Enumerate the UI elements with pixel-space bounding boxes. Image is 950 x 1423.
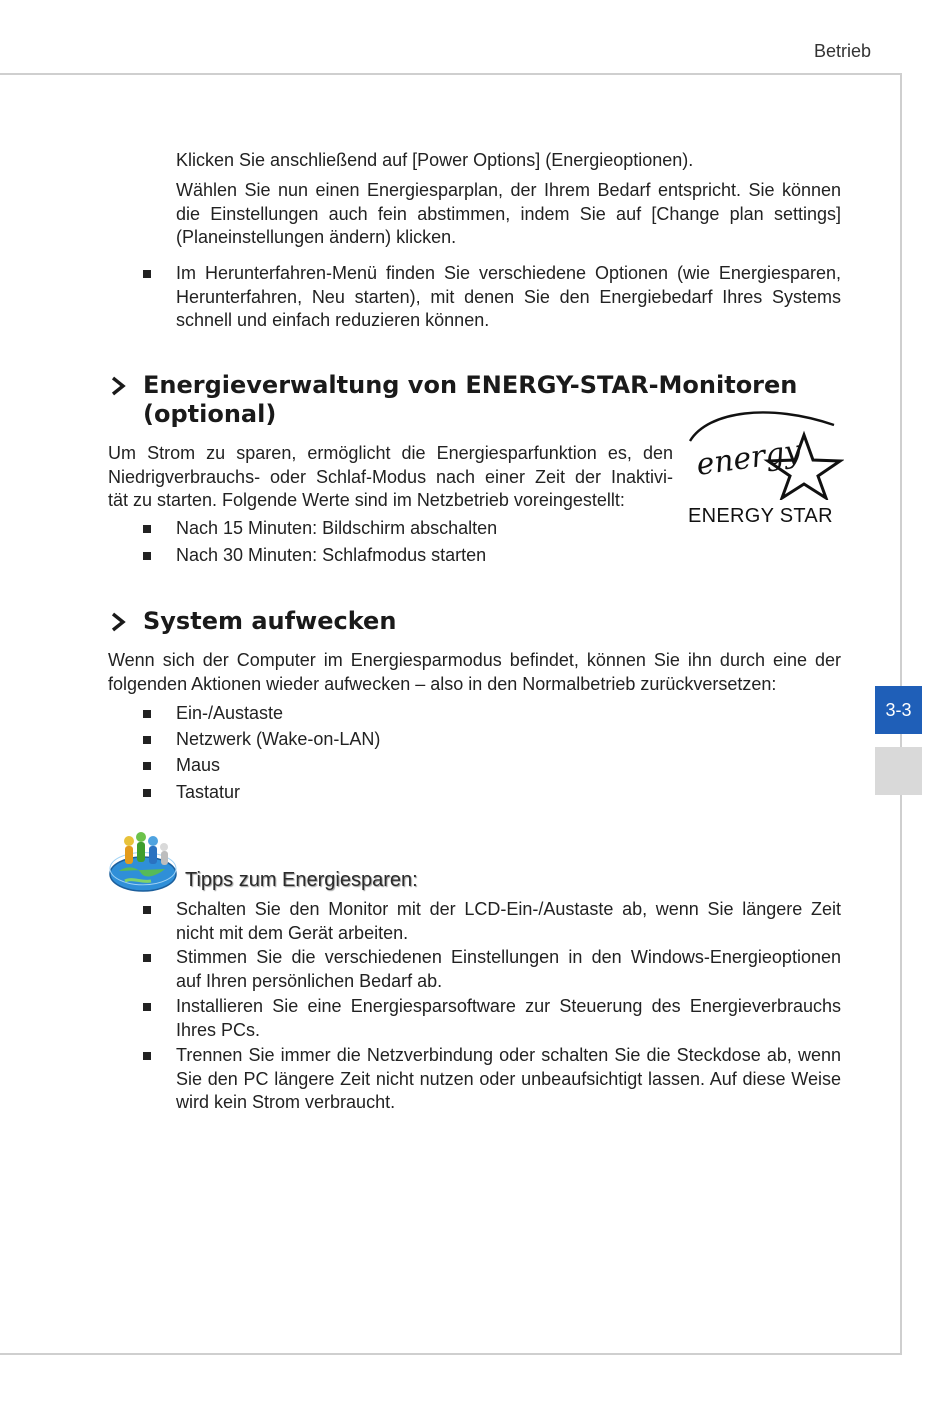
page-tab-inactive xyxy=(875,747,922,795)
energy-body-line-1: Um Strom zu sparen, ermöglicht die Energiesparfunktion es, den xyxy=(108,443,673,463)
energy-star-logo xyxy=(684,405,844,500)
list-item-text: Tastatur xyxy=(176,782,241,802)
list-item-text: Installieren Sie eine Energiesparsoftware zur Steuerung des Energieverbrauchs Ihres PCs. xyxy=(176,996,841,1040)
bullet-square-icon xyxy=(143,1052,151,1060)
list-item-text: Netzwerk (Wake-on-LAN) xyxy=(176,729,381,749)
bullet-square-icon xyxy=(143,736,151,744)
list-item-text: Stimmen Sie die verschiedenen Einstellungen in den Windows-Energieoptionen auf Ihren persönlichen Bedarf ab. xyxy=(176,947,841,991)
section-heading-text: System aufwecken xyxy=(143,607,397,635)
list-item-text: Nach 30 Minuten: Schlafmodus starten xyxy=(176,545,487,565)
list-item-text: Maus xyxy=(176,755,221,775)
page-frame-bottom xyxy=(0,1353,902,1355)
energy-star-body xyxy=(108,442,673,513)
bullet-square-icon xyxy=(143,906,151,914)
energy-body-line-2: Niedrigverbrauchs- oder Schlaf-Modus nach einer Zeit der Inaktivi- xyxy=(108,466,673,487)
intro-bullet-text: Im Herunterfahren-Menü finden Sie verschiedene Optionen (wie Energiesparen, Herunterfahren, Neu starten), mit denen Sie den Energiebedarf Ihres Systems schnell und einfach reduzieren können. xyxy=(176,263,841,330)
bullet-square-icon xyxy=(143,270,151,278)
page-frame-top xyxy=(0,73,902,75)
list-item-text: Nach 15 Minuten: Bildschirm abschalten xyxy=(176,518,498,538)
energy-body-line-3: tät zu starten. Folgende Werte sind im Netzbetrieb voreingestellt: xyxy=(108,490,625,510)
bullet-square-icon xyxy=(143,1003,151,1011)
energy-star-caption: ENERGY STAR xyxy=(688,505,833,527)
page-tab-active: 3-3 xyxy=(875,686,922,734)
chapter-title: Betrieb xyxy=(813,41,871,61)
bullet-square-icon xyxy=(143,552,151,560)
chevron-right-icon xyxy=(108,612,130,632)
bullet-square-icon xyxy=(143,710,151,718)
bullet-square-icon xyxy=(143,954,151,962)
list-item-text: Schalten Sie den Monitor mit der LCD-Ein-/Austaste ab, wenn Sie längere Zeit nicht mit dem Gerät arbeiten. xyxy=(176,899,841,943)
bullet-square-icon xyxy=(143,525,151,533)
intro-line-2: Wählen Sie nun einen Energiesparplan, der Ihrem Bedarf entspricht. Sie können die Einstellungen auch fein abstimmen, indem Sie auf [Change plan settings] (Planeinstellungen ändern) klicken. xyxy=(176,180,841,247)
bullet-square-icon xyxy=(143,762,151,770)
intro-line-1: Klicken Sie anschließend auf [Power Options] (Energieoptionen). xyxy=(176,150,694,170)
list-item-text: Ein-/Austaste xyxy=(176,703,284,723)
chevron-right-icon xyxy=(108,376,130,396)
list-item-text: Trennen Sie immer die Netzverbindung oder schalten Sie die Steckdose ab, wenn Sie den PC längere Zeit nicht nutzen oder unbeaufsichtigt lassen. Auf diese Weise wird kein Strom verbraucht. xyxy=(176,1045,841,1112)
svg-text:energy: energy xyxy=(694,433,804,483)
tips-title: Tipps zum Energiesparen: xyxy=(185,869,418,891)
wake-body: Wenn sich der Computer im Energiesparmodus befindet, können Sie ihn durch eine der folgenden Aktionen wieder aufwecken – also in den Normalbetrieb zurückversetzen: xyxy=(108,650,841,694)
section-heading-text: Energieverwaltung von ENERGY-STAR-Monitoren (optional) xyxy=(143,371,798,428)
globe-people-icon xyxy=(107,827,177,893)
bullet-square-icon xyxy=(143,789,151,797)
